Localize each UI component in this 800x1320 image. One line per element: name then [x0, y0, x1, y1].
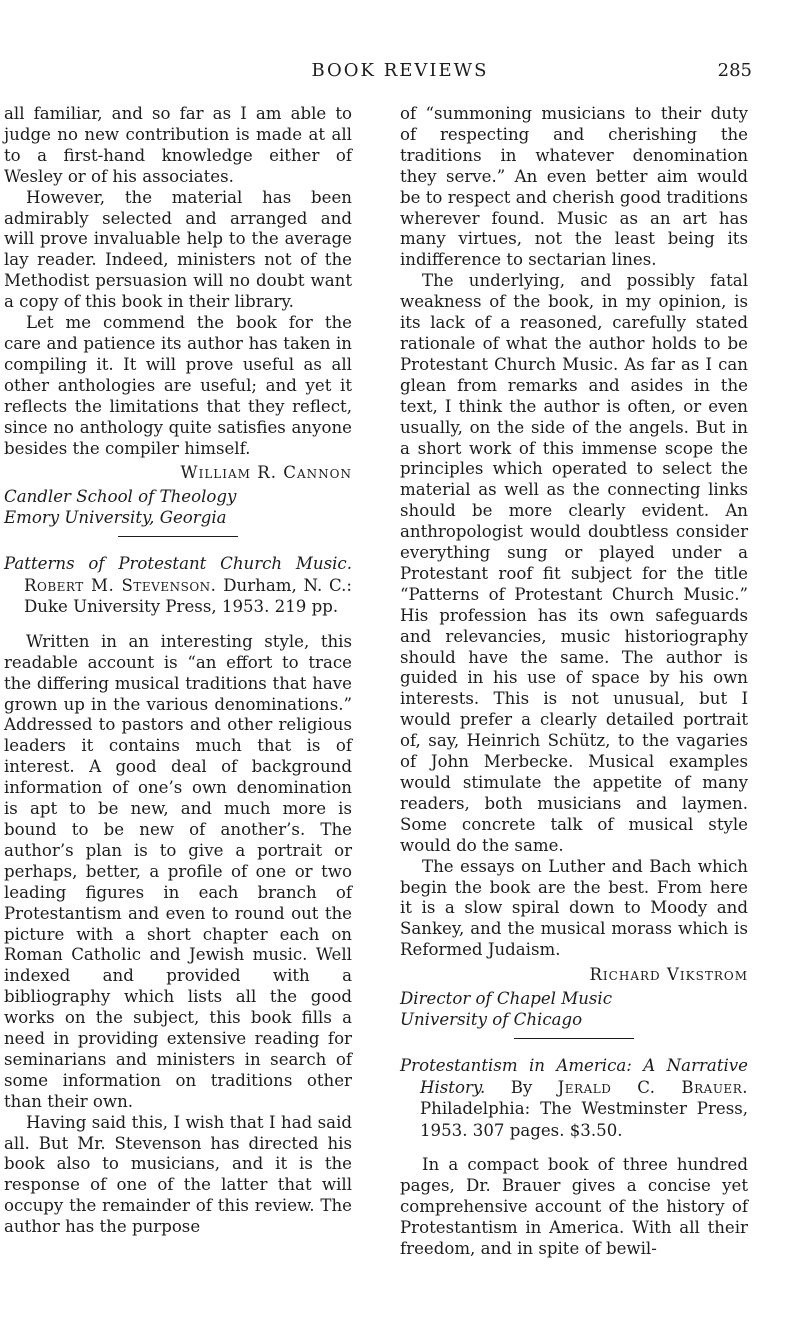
reviewer-name: William R. Cannon [180, 463, 352, 483]
paragraph: all familiar, and so far as I am able to judge no new contribution is made at all to a first-hand knowledge either of Wesley or of his associates. [4, 104, 352, 186]
book-publication: Philadelphia: The Westminster Press, 1953. 307 pages. $3.50. [420, 1099, 748, 1140]
paragraph: The underlying, and possibly fatal weakness of the book, in my opinion, is its lack of a reasoned, carefully stated rationale of what the author holds to be Protestant Church Music. As far as I can glean from remarks and asides in the text, I think the author is often, or even usually, on the side of the angels. But in a short work of this immense scope the principles which operated to select the material as well as the connecting links should be more clearly evident. An anthropologist would doubtless consider everything sung or played under a Protestant roof fit subject for the title “Patterns of Protestant Church Music.” His profession has its own safeguards and relevancies, music historiography should have the same. The author is guided in his use of space by his own interests. This is not unusual, but I would prefer a clearly detailed portrait of, say, Heinrich Schütz, to the vagaries of John Merbecke. Musical examples would stimulate the appetite of many readers, both musicians and laymen. Some concrete talk of musical style would do the same. [400, 271, 748, 855]
left-column [4, 104, 352, 1238]
book-publication: Durham, N. C.: Duke University Press, 1953. 219 pp. [24, 575, 352, 617]
right-column [400, 104, 748, 1260]
paragraph: Written in an interesting style, this readable account is “an effort to trace the differing musical traditions that have grown up in the various denominations.” Addressed to pastors and other religious leaders it contains much that is of interest. A good deal of background information of one’s own denomination is apt to be new, and much more is bound to be new of another’s. The author’s plan is to give a portrait or perhaps, better, a profile of one or two leading figures in each branch of Protestantism and even to round out the picture with a short chapter each on Roman Catholic and Jewish music. Well indexed and provided with a bibliography which lists all the good works on the subject, this book fills a need in providing extensive reading for seminarians and ministers in search of some information on traditions other than their own. [4, 631, 352, 1111]
book-author: Robert M. Stevenson. [24, 575, 217, 595]
page-number: 285 [717, 60, 752, 81]
reviewer-name: Richard Vikstrom [589, 965, 748, 985]
divider [118, 536, 238, 537]
book-title: Patterns of Protestant Church Music. [4, 554, 352, 574]
reviewer-affiliation: University of Chicago [400, 1010, 583, 1030]
reviewer-affiliation: Emory University, Georgia [4, 508, 227, 528]
paragraph: Let me commend the book for the care and patience its author has taken in compiling it. It will prove useful as all other anthologies are useful; and yet it reflects the limitations that they reflect, since no anthology quite satisfies anyone besides the compiler himself. [4, 313, 352, 458]
reviewer-affiliation: Candler School of Theology [4, 487, 237, 507]
paragraph: of “summoning musicians to their duty of respecting and cherishing the traditions in whatever denomination they serve.” An even better aim would be to respect and cherish good traditions wherever found. Music as an art has many virtues, not the least being its indifference to sectarian lines. [400, 104, 748, 270]
book-author: Jerald C. Brauer. [557, 1077, 748, 1097]
paragraph: In a compact book of three hundred pages, Dr. Brauer gives a concise yet comprehensive account of the history of Protestantism in America. With all their freedom, and in spite of bewil- [400, 1155, 748, 1258]
reviewer-affiliation: Director of Chapel Music [400, 989, 613, 1009]
divider [514, 1038, 634, 1039]
paragraph: The essays on Luther and Bach which begin the book are the best. From here it is a slow spiral down to Moody and Sankey, and the musical morass which is Reformed Judaism. [400, 856, 748, 960]
paragraph: However, the material has been admirably selected and arranged and will prove invaluable help to the average lay reader. Indeed, ministers not of the Methodist persuasion will no doubt want a copy of this book in their library. [4, 187, 352, 312]
paragraph: Having said this, I wish that I had said all. But Mr. Stevenson has directed his book also to musicians, and it is the response of one of the latter that will occupy the remainder of this review. The author has the purpose [4, 1112, 352, 1237]
review-heading [400, 1055, 748, 1141]
book-title: Protestantism in America: A Narrative History. [400, 1056, 748, 1097]
running-head [0, 56, 800, 90]
review-heading [4, 553, 352, 618]
running-title: BOOK REVIEWS [311, 60, 489, 81]
book-by: By [510, 1077, 533, 1097]
